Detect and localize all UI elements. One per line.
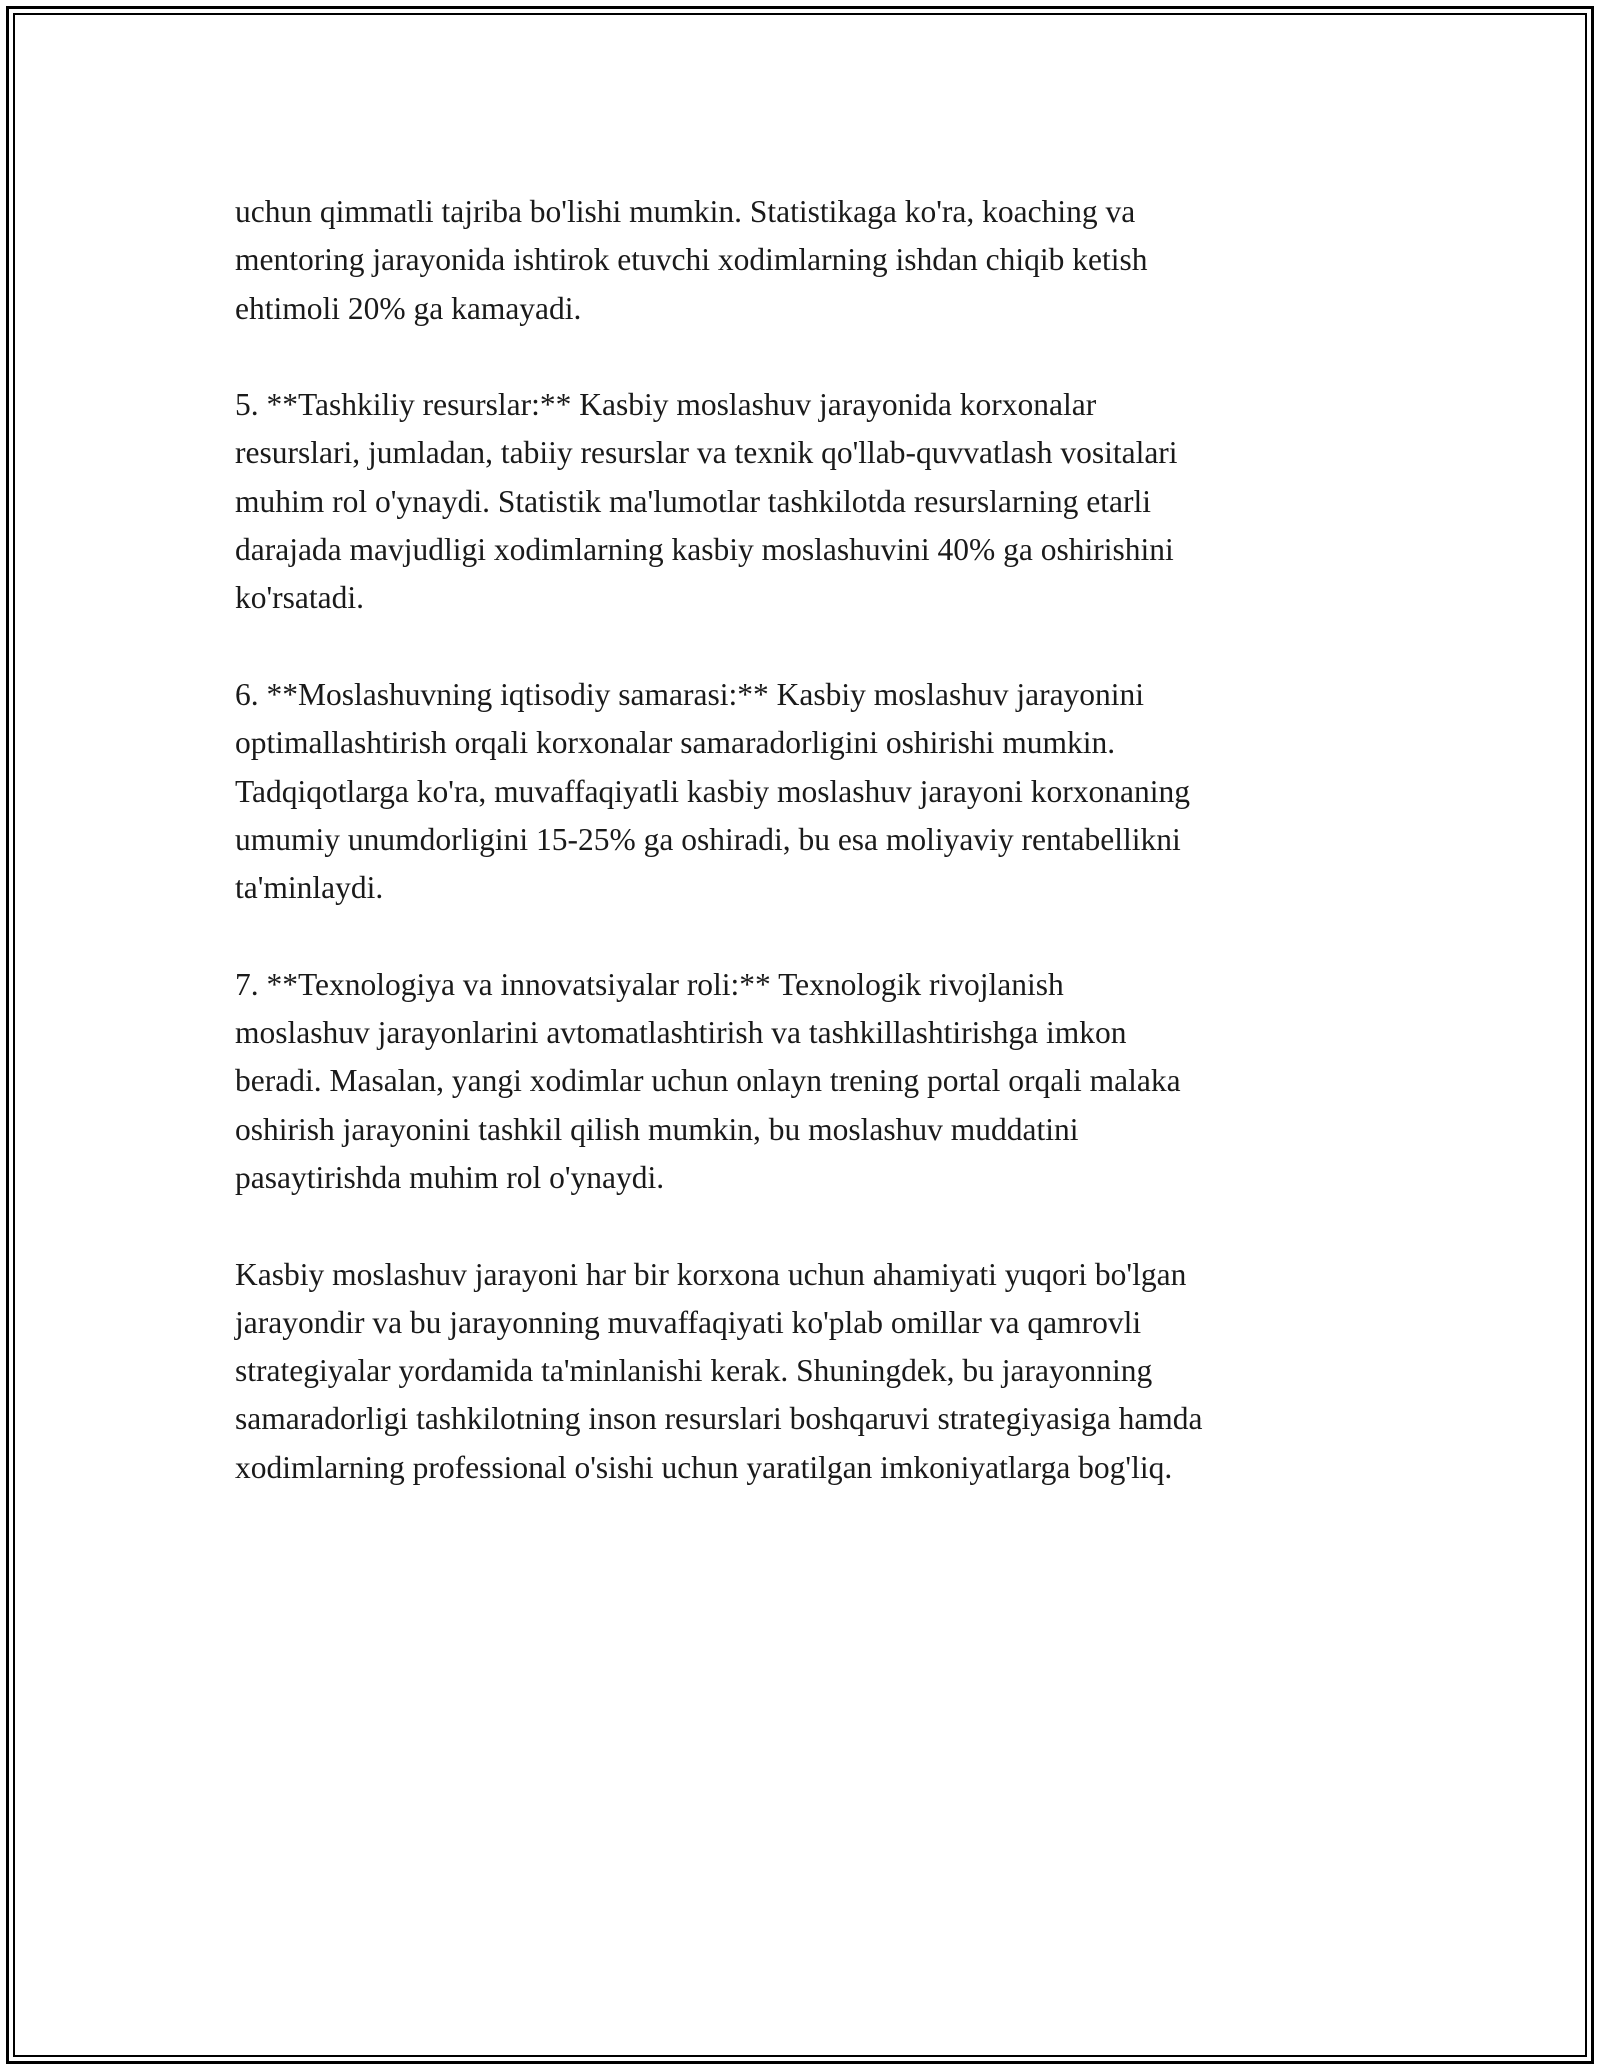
text-line: 7. **Texnologiya va innovatsiyalar roli:** Texnologik rivojlanish <box>235 966 1064 1002</box>
text-line: pasaytirishda muhim rol o'ynaydi. <box>235 1159 665 1195</box>
text-line: 5. **Tashkiliy resurslar:** Kasbiy moslashuv jarayonida korxonalar <box>235 387 1097 423</box>
paragraph-1 <box>235 188 1395 333</box>
text-line: oshirish jarayonini tashkil qilish mumkin, bu moslashuv muddatini <box>235 1111 1079 1147</box>
document-body <box>235 188 1395 1540</box>
text-line: xodimlarning professional o'sishi uchun yaratilgan imkoniyatlarga bog'liq. <box>235 1449 1173 1485</box>
text-line: optimallashtirish orqali korxonalar samaradorligini oshirishi mumkin. <box>235 725 1116 761</box>
text-line: ehtimoli 20% ga kamayadi. <box>235 290 582 326</box>
text-line: resurslari, jumladan, tabiiy resurslar va texnik qo'llab-quvvatlash vositalari <box>235 435 1178 471</box>
text-line: muhim rol o'ynaydi. Statistik ma'lumotlar tashkilotda resurslarning etarli <box>235 483 1151 519</box>
text-line: mentoring jarayonida ishtirok etuvchi xodimlarning ishdan chiqib ketish <box>235 242 1148 278</box>
paragraph-5-conclusion <box>235 1251 1395 1492</box>
text-line: beradi. Masalan, yangi xodimlar uchun onlayn trening portal orqali malaka <box>235 1063 1181 1099</box>
text-line: Kasbiy moslashuv jarayoni har bir korxona uchun ahamiyati yuqori bo'lgan <box>235 1256 1187 1292</box>
text-line: strategiyalar yordamida ta'minlanishi kerak. Shuningdek, bu jarayonning <box>235 1353 1153 1389</box>
text-line: darajada mavjudligi xodimlarning kasbiy moslashuvini 40% ga oshirishini <box>235 532 1174 568</box>
text-line: uchun qimmatli tajriba bo'lishi mumkin. Statistikaga ko'ra, koaching va <box>235 194 1136 229</box>
text-line: ta'minlaydi. <box>235 870 384 906</box>
text-line: jarayondir va bu jarayonning muvaffaqiyati ko'plab omillar va qamrovli <box>235 1304 1142 1340</box>
text-line: Tadqiqotlarga ko'ra, muvaffaqiyatli kasbiy moslashuv jarayoni korxonaning <box>235 773 1190 809</box>
paragraph-2-tashkiliy-resurslar <box>235 381 1395 622</box>
paragraph-3-iqtisodiy-samara <box>235 671 1395 912</box>
text-line: umumiy unumdorligini 15-25% ga oshiradi, bu esa moliyaviy rentabellikni <box>235 821 1181 857</box>
text-line: ko'rsatadi. <box>235 580 365 616</box>
text-line: samaradorligi tashkilotning inson resurslari boshqaruvi strategiyasiga hamda <box>235 1401 1203 1437</box>
paragraph-4-texnologiya <box>235 961 1395 1202</box>
text-line: moslashuv jarayonlarini avtomatlashtirish va tashkillashtirishga imkon <box>235 1015 1127 1051</box>
text-line: 6. **Moslashuvning iqtisodiy samarasi:** Kasbiy moslashuv jarayonini <box>235 676 1145 712</box>
